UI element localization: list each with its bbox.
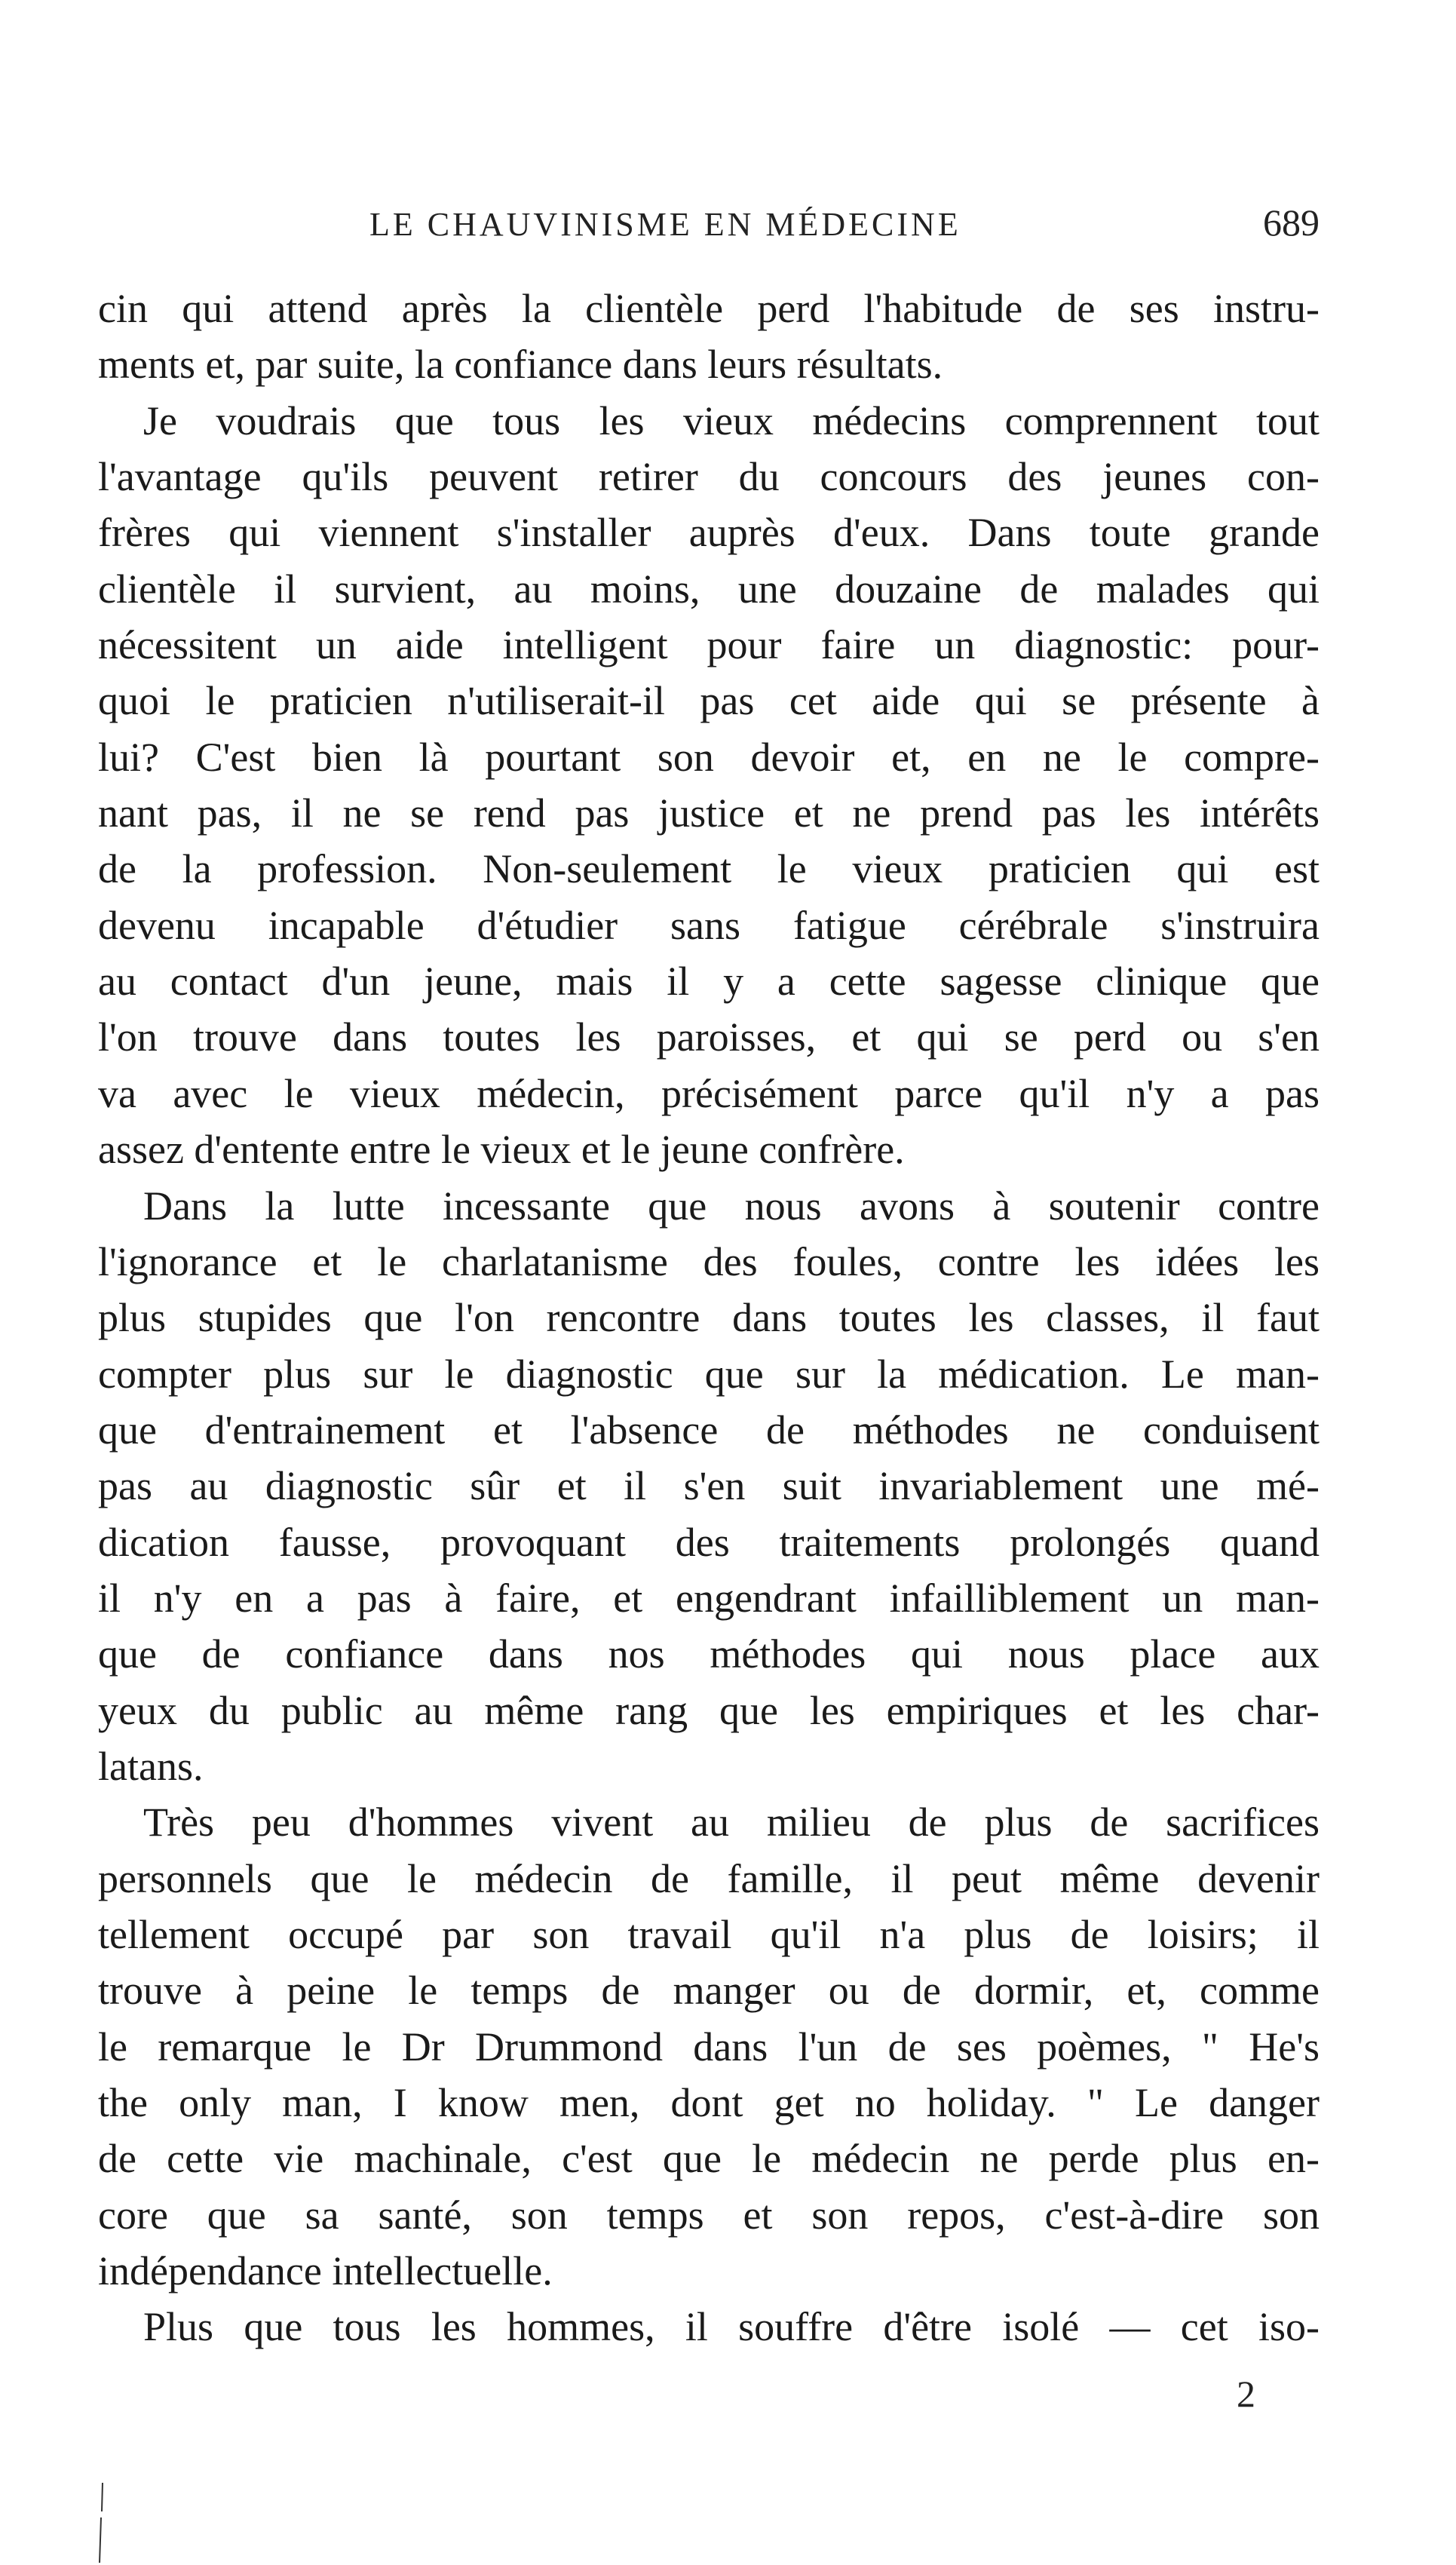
- running-head: [369, 201, 1320, 250]
- text-line: compter plus sur le diagnostic que sur la médication. Le man-: [98, 1351, 1320, 1397]
- text-line: Dans la lutte incessante que nous avons à soutenir contre: [143, 1183, 1320, 1229]
- text-line: plus stupides que l'on rencontre dans toutes les classes, il faut: [98, 1295, 1320, 1341]
- text-line: clientèle il survient, au moins, une douzaine de malades qui: [98, 566, 1320, 612]
- text-line: que de confiance dans nos méthodes qui nous place aux: [98, 1631, 1320, 1677]
- text-line: the only man, I know men, dont get no holiday. " Le danger: [98, 2080, 1320, 2125]
- body-text: [98, 281, 1320, 2355]
- text-line: l'ignorance et le charlatanisme des foules, contre les idées les: [98, 1238, 1320, 1284]
- text-line: que d'entrainement et l'absence de méthodes ne conduisent: [98, 1407, 1320, 1453]
- text-line: cin qui attend après la clientèle perd l'habitude de ses instru-: [98, 286, 1320, 331]
- text-line: va avec le vieux médecin, précisément parce qu'il n'y a pas: [98, 1070, 1320, 1116]
- text-line: frères qui viennent s'installer auprès d'eux. Dans toute grande: [98, 510, 1320, 556]
- text-line: devenu incapable d'étudier sans fatigue cérébrale s'instruira: [98, 902, 1320, 948]
- signature-mark: 2: [1237, 2373, 1255, 2415]
- text-line: l'on trouve dans toutes les paroisses, et qui se perd ou s'en: [98, 1014, 1320, 1060]
- text-line: l'avantage qu'ils peuvent retirer du concours des jeunes con-: [98, 454, 1320, 500]
- text-line: pas au diagnostic sûr et il s'en suit invariablement une mé-: [98, 1463, 1320, 1509]
- text-line: au contact d'un jeune, mais il y a cette sagesse clinique que: [98, 959, 1320, 1005]
- text-line: le remarque le Dr Drummond dans l'un de ses poèmes, " He's: [98, 2023, 1320, 2069]
- text-line: personnels que le médecin de famille, il peut même devenir: [98, 1855, 1320, 1901]
- text-line: dication fausse, provoquant des traitements prolongés quand: [98, 1519, 1320, 1565]
- text-line: Je voudrais que tous les vieux médecins comprennent tout: [143, 397, 1320, 443]
- text-line: ments et, par suite, la confiance dans leurs résultats.: [98, 342, 943, 388]
- text-line: trouve à peine le temps de manger ou de dormir, et, comme: [98, 1968, 1320, 2014]
- text-line: nécessitent un aide intelligent pour faire un diagnostic: pour-: [98, 622, 1320, 668]
- text-line: Plus que tous les hommes, il souffre d'être isolé — cet iso-: [143, 2304, 1320, 2350]
- text-line: core que sa santé, son temps et son repos, c'est-à-dire son: [98, 2192, 1320, 2238]
- text-line: assez d'entente entre le vieux et le jeune confrère.: [98, 1127, 905, 1173]
- text-line: nant pas, il ne se rend pas justice et ne prend pas les intérêts: [98, 790, 1320, 836]
- text-line: quoi le praticien n'utiliserait-il pas cet aide qui se présente à: [98, 678, 1320, 724]
- margin-pencil-mark: [97, 2481, 101, 2564]
- text-line: de cette vie machinale, c'est que le médecin ne perde plus en-: [98, 2136, 1320, 2182]
- text-line: Très peu d'hommes vivent au milieu de plus de sacrifices: [143, 1799, 1320, 1846]
- text-line: il n'y en a pas à faire, et engendrant infailliblement un man-: [98, 1575, 1320, 1621]
- text-line: de la profession. Non-seulement le vieux praticien qui est: [98, 846, 1320, 892]
- running-title: LE CHAUVINISME EN MÉDECINE: [369, 206, 961, 243]
- page-number: 689: [1263, 201, 1320, 244]
- text-line: yeux du public au même rang que les empiriques et les char-: [98, 1687, 1320, 1733]
- text-line: latans.: [98, 1743, 204, 1789]
- text-line: tellement occupé par son travail qu'il n'a plus de loisirs; il: [98, 1911, 1320, 1957]
- text-line: lui? C'est bien là pourtant son devoir et, en ne le compre-: [98, 734, 1320, 780]
- text-line: indépendance intellectuelle.: [98, 2248, 553, 2294]
